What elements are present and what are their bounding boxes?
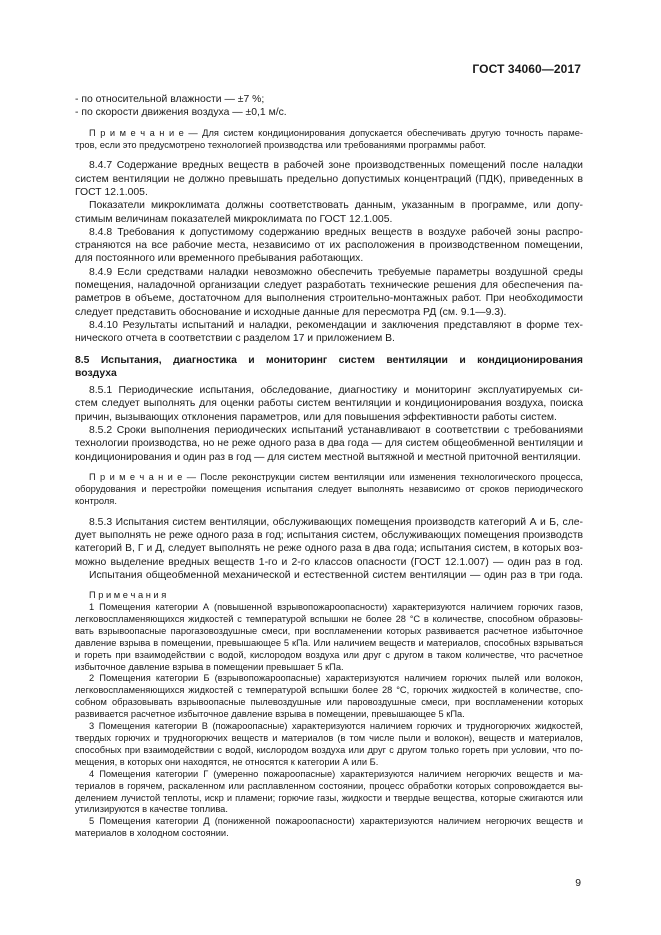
note-line: способных при взаимодействии с водой, кислородом воздуха или друг с другом только гореть при условии, что по- [75,744,583,755]
clause-8-4-7 [75,159,583,225]
text-line: можно выделение вредных веществ 1-го и 2-го классов опасности (ГОСТ 12.1.007) — один раз в год. [75,556,583,568]
note-line: легковоспламеняющихся жидкостей с температурой вспышки не более 28 °С в количестве, способном образовы- [75,613,583,624]
text-line: кондиционирования и один раз в год — для систем местной вытяжной и местной приточной вентиляции. [75,451,581,463]
list-item: - по относительной влажности — ±7 %; [75,94,265,105]
note-line: мещения, в которых они находятся, не относятся к категории А или Б. [75,756,379,767]
text-line: Показатели микроклимата должны соответствовать данным, указанным в программе, или допу- [89,200,583,212]
clause-8-4-9 [75,266,583,319]
note-category-a [75,602,583,673]
text-line: 8.5.3 Испытания систем вентиляции, обслуживающих помещения производств категорий А и Б, сле- [89,516,583,528]
clause-8-5-1 [75,384,583,424]
note-accuracy [75,128,583,152]
note-line: вать взрывоопасные парогазовоздушные смеси, при воспламенении которых развивается расчетное избыточное [75,625,583,636]
text-line: помещения, наладочной организации следует разработать технические решения для обеспечения па- [75,280,583,292]
note-line: териалов в горячем, раскаленном или расплавленном состоянии, процесс обработки которых сопровождается вы- [75,780,583,791]
note-line: 2 Помещения категории Б (взрывопожароопасные) характеризуются наличием горючих пылей или волокон, [89,673,583,684]
clause-8-5-3 [75,516,583,582]
text-line: нического отчета в соответствии с разделом 17 и приложением В. [75,333,395,345]
note-category-g [75,769,583,817]
page-content [75,93,583,840]
text-line: раметров в объеме, достаточном для выполнения строительно-монтажных работ. При необходимости [75,293,583,305]
text-line: 8.5.2 Сроки выполнения периодических испытаний устанавливают в соответствии с требованиями [89,425,583,437]
text-line: технологии производства, но не реже одного раза в два года — для систем общеобменной вентиляции и [75,438,583,450]
text-line: 8.4.7 Содержание вредных веществ в рабочей зоне производственных помещений после наладки [89,160,583,172]
clause-8-5-2 [75,424,583,464]
note-category-d [75,816,583,840]
text-line: 8.5.1 Периодические испытания, обследование, диагностику и мониторинг эксплуатируемых си- [89,385,583,397]
clause-8-4-10 [75,319,583,346]
standard-code-header: ГОСТ 34060—2017 [472,62,581,76]
text-line: причин, вызывающих отклонения параметров, или для повышения эффективности работы систем. [75,411,557,423]
note-line: делением лучистой теплоты, искр и пламени; горючие газы, жидкости и твердые вещества, которые сжигаются или [75,792,583,803]
notes-categories [75,590,583,840]
text-line: для постоянного или временного пребывания работающих. [75,253,364,265]
heading-line: воздуха [75,367,117,379]
note-line: материалов в холодном состоянии. [75,828,229,839]
page-number: 9 [575,878,581,889]
note-line: оборудования и перестройки помещения испытания следует выполнять независимо от сроков периодического [75,483,583,494]
note-line: контроля. [75,495,117,506]
note-line: 3 Помещения категории В (пожароопасные) характеризуются наличием горючих и трудногорючих жидкостей, [89,721,583,732]
text-line: 8.4.8 Требования к допустимому содержанию вредных веществ в воздухе рабочей зоны распро- [89,226,583,238]
note-line: развивается расчетное избыточное давление взрыва в помещении, превышающее 5 кПа. [75,709,465,720]
note-line: 5 Помещения категории Д (пониженной пожароопасности) характеризуются наличием негорючих веществ и [89,816,583,827]
clause-8-4-8 [75,226,583,266]
text-line: систем вентиляции не должно превышать предельно допустимых концентраций (ПДК), приведенных в [75,173,583,185]
list-item: - по скорости движения воздуха — ±0,1 м/с. [75,107,287,119]
note-reconstruction [75,472,583,508]
note-line: давление взрыва в помещении, превышающее 5 кПа. Или наличием веществ и материалов, способных взрываться [75,637,583,648]
section-heading-8-5 [75,354,583,381]
notes-title: П р и м е ч а н и я [89,590,167,601]
note-line: П р и м е ч а н и е — Для систем кондиционирования допускается обеспечивать другую точность параме- [89,127,583,138]
text-line: ГОСТ 12.1.005. [75,187,148,198]
note-line: 1 Помещения категории А (повышенной взрывопожароопасности) характеризуются наличием горючих газов, [89,602,583,613]
text-line: категорий В, Г и Д, следует выполнять не реже одного раза в два года; испытания систем, в которых воз- [75,543,583,555]
note-category-v [75,721,583,769]
note-line: 4 Помещения категории Г (умеренно пожароопасные) характеризуются наличием негорючих веществ и ма- [89,768,583,779]
text-line: стимым величинам показателей микроклимата по ГОСТ 12.1.005. [75,213,393,225]
text-line: 8.4.9 Если средствами наладки невозможно обеспечить требуемые параметры воздушной среды [89,266,583,278]
text-line: следует представить обоснование и исходные данные для пересмотра РД (см. 9.1—9.3). [75,306,507,318]
note-category-b [75,673,583,721]
note-line: собном образовывать взрывоопасные пылевоздушные или паровоздушные смеси, при воспламенении которых [75,697,583,708]
deviation-list [75,93,583,120]
note-line: и гореть при взаимодействии с водой, кислородом воздуха или друг с другом в таком количестве, что расчетное [75,649,583,660]
note-line: избыточное давление взрыва в помещении превышает 5 кПа. [75,661,344,672]
note-line: утилизируются в качестве топлива. [75,804,228,815]
heading-line: 8.5 Испытания, диагностика и мониторинг систем вентиляции и кондиционирования [75,354,583,366]
text-line: дует выполнять не реже одного раза в год; испытания систем, обслуживающих помещения производств [75,529,583,541]
text-line: 8.4.10 Результаты испытаний и наладки, рекомендации и заключения представляют в форме тех- [89,319,583,331]
text-line: Испытания общеобменной механической и естественной систем вентиляции — один раз в три года. [89,569,583,581]
note-line: твердых горючих и трудногорючих веществ и материалов (в том числе пыли и волокон), веществ и материалов, [75,733,583,744]
text-line: стем следует выполнять для оценки работы систем вентиляции и кондиционирования воздуха, поиска [75,398,583,410]
text-line: страняются на все рабочие места, независимо от их расположения в производственном помещении, [75,240,583,252]
note-line: П р и м е ч а н и е — После реконструкции систем вентиляции или изменения технологического процесса, [89,471,583,482]
note-line: тров, если это предусмотрено технологией производства или требованиями программы работ. [75,139,486,150]
note-line: легковоспламеняющихся жидкостей с температурой вспышки более 28 °С, горючих жидкостей в количестве, спо- [75,685,583,696]
